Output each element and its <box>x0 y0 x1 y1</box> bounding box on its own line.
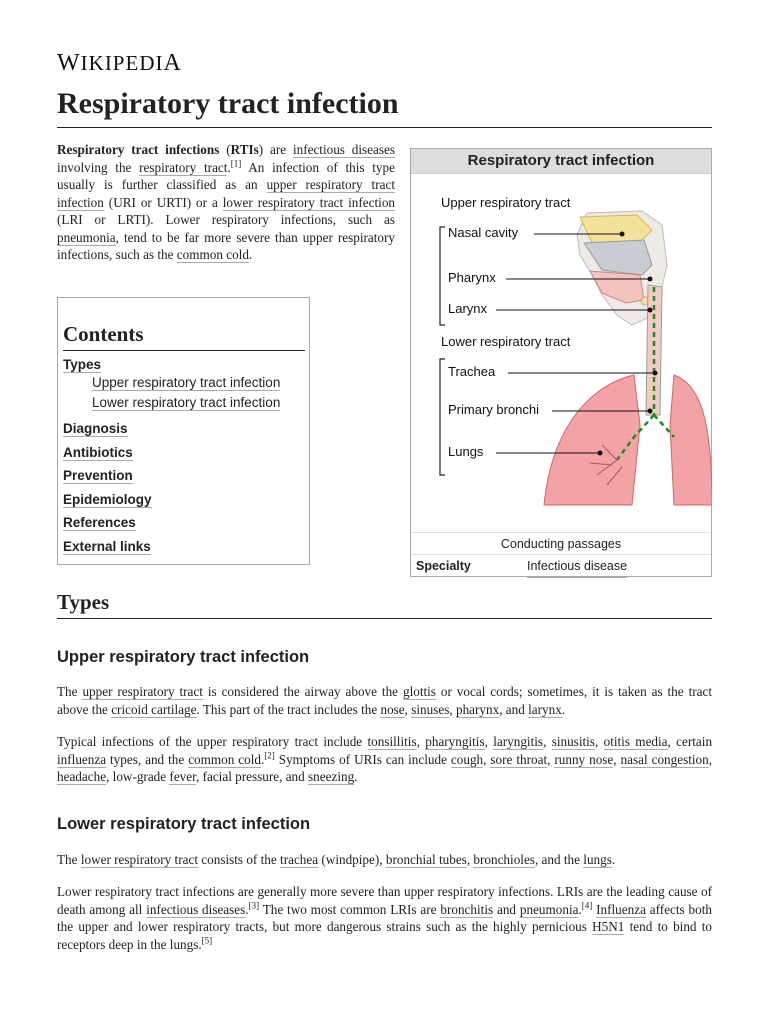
inline-link[interactable]: tonsillitis <box>367 734 417 749</box>
inline-link[interactable]: sinuses <box>411 701 450 717</box>
toc-list <box>63 355 308 561</box>
inline-link[interactable]: influenza <box>57 751 107 767</box>
inline-link[interactable]: infectious diseases <box>146 901 246 917</box>
citation-link[interactable]: [4] <box>581 900 593 911</box>
inline-link[interactable]: cricoid cartilage <box>111 701 197 717</box>
inline-link[interactable]: trachea <box>280 852 319 867</box>
specialty-label: Specialty <box>416 559 471 573</box>
inline-link[interactable]: sneezing <box>308 769 355 784</box>
upper-paragraph-2: Typical infections of the upper respiratory tract include tonsillitis, pharyngitis, laryngitis, sinusitis, otitis media, certain influenza types, and the common cold.[2] Symptoms of URIs can include cough, sore throat, runny nose, nasal congestion, headache, low-grade fever, facial pressure, and sneezing. <box>57 734 713 784</box>
toc-item-prevention[interactable]: Prevention <box>63 468 133 484</box>
toc-item-types[interactable]: Types <box>63 357 102 372</box>
toc-item-epidemiology[interactable]: Epidemiology <box>63 491 152 507</box>
inline-link[interactable]: upper respiratory tract infection <box>57 177 395 210</box>
inline-link[interactable]: lower respiratory tract infection <box>222 194 396 210</box>
inline-link[interactable]: lungs <box>583 852 612 867</box>
inline-link[interactable]: cough <box>450 751 484 767</box>
inline-link[interactable]: infectious diseases <box>292 142 395 157</box>
diagram-label-upper: Upper respiratory tract <box>441 195 571 210</box>
inline-link[interactable]: upper respiratory tract <box>82 684 203 699</box>
lower-paragraph-1: The lower respiratory tract consists of the trachea (windpipe), bronchial tubes, bronchioles, and the lungs. <box>57 852 616 867</box>
infobox-title: Respiratory tract infection <box>411 149 711 174</box>
inline-link[interactable]: sore throat <box>490 751 548 767</box>
table-of-contents <box>57 297 310 565</box>
specialty-link[interactable]: Infectious disease <box>527 555 627 578</box>
diagram-label-trachea: Trachea <box>448 364 496 379</box>
toc-item-antibiotics[interactable]: Antibiotics <box>63 444 133 460</box>
toc-item-external-links[interactable]: External links <box>63 538 151 554</box>
inline-link[interactable]: common cold <box>176 247 249 262</box>
wikipedia-wordmark[interactable]: WIKIPEDIA <box>57 50 182 76</box>
toc-item-references[interactable]: References <box>63 515 136 531</box>
citation-link[interactable]: [5] <box>201 935 213 946</box>
inline-link[interactable]: respiratory tract <box>139 159 228 175</box>
inline-link[interactable]: bronchial tubes <box>385 852 467 867</box>
inline-link[interactable]: pharyngitis <box>425 734 485 749</box>
citation-link[interactable]: [1] <box>230 158 242 169</box>
bold-term: Respiratory tract infections <box>57 142 220 157</box>
inline-link[interactable]: runny nose <box>554 751 614 767</box>
toc-item-upper-respiratory-tract-infection[interactable]: Upper respiratory tract infection <box>92 375 281 390</box>
inline-link[interactable]: sinusitis <box>551 734 595 749</box>
toc-heading: Contents <box>63 320 305 351</box>
inline-link[interactable]: lower respiratory tract <box>80 852 198 867</box>
bold-term: RTIs <box>230 142 259 157</box>
inline-link[interactable]: Influenza <box>596 901 646 917</box>
section-heading-upper: Upper respiratory tract infection <box>57 648 310 666</box>
infobox <box>410 148 712 577</box>
section-heading-lower: Lower respiratory tract infection <box>57 815 311 833</box>
inline-link[interactable]: nasal congestion <box>620 751 709 767</box>
citation-link[interactable]: [2] <box>264 750 275 761</box>
infobox-caption: Conducting passages <box>411 532 711 551</box>
inline-link[interactable]: laryngitis <box>493 734 544 749</box>
infobox-row-specialty <box>411 554 711 577</box>
inline-link[interactable]: pneumonia <box>519 901 579 917</box>
toc-item-lower-respiratory-tract-infection[interactable]: Lower respiratory tract infection <box>92 395 281 410</box>
inline-link[interactable]: nose <box>380 701 405 717</box>
inline-link[interactable]: pharynx <box>455 701 500 717</box>
inline-link[interactable]: H5N1 <box>592 919 625 934</box>
lower-paragraph-2: Lower respiratory tract infections are generally more severe than upper respiratory infections. LRIs are the leading cause of death among all infectious diseases.[3] The two most common LRIs are bronchitis and pneumonia.[4] Influenza affects both the upper and lower respiratory tracts, but more dangerous strains such as the highly pernicious H5N1 tend to bind to receptors deep in the lungs.[5] <box>57 884 712 952</box>
inline-link[interactable]: headache <box>57 769 107 784</box>
diagram-label-primary-bronchi: Primary bronchi <box>448 402 540 417</box>
diagram-label-larynx: Larynx <box>448 301 488 316</box>
inline-link[interactable]: pneumonia <box>57 229 116 245</box>
section-heading-types: Types <box>57 588 712 619</box>
toc-item-diagnosis[interactable]: Diagnosis <box>63 421 128 436</box>
citation-link[interactable]: [3] <box>248 900 260 911</box>
respiratory-tract-diagram[interactable] <box>412 175 712 529</box>
inline-link[interactable]: otitis media <box>603 734 668 749</box>
inline-link[interactable]: fever <box>169 769 196 784</box>
inline-link[interactable]: bronchioles <box>473 852 535 867</box>
diagram-label-pharynx: Pharynx <box>448 270 496 285</box>
inline-link[interactable]: common cold <box>188 751 261 767</box>
inline-link[interactable]: larynx <box>528 701 562 717</box>
lead-paragraph: Respiratory tract infections (RTIs) are infectious diseases involving the respiratory tract.[1] An infection of this type usually is further classified as an upper respiratory tract infection (URI or URTI) or a lower respiratory tract infection (LRI or LRTI). Lower respiratory infections, such as pneumonia, tend to be far more severe than upper respiratory infections, such as the common cold. <box>57 142 396 262</box>
upper-paragraph-1: The upper respiratory tract is considered the airway above the glottis or vocal cords; sometimes, it is taken as the tract above the cricoid cartilage. This part of the tract includes the nose, sinuses, pharynx, and larynx. <box>57 684 712 717</box>
diagram-label-lower: Lower respiratory tract <box>441 334 571 349</box>
inline-link[interactable]: bronchitis <box>440 901 494 917</box>
inline-link[interactable]: glottis <box>402 684 436 699</box>
diagram-label-nasal-cavity: Nasal cavity <box>448 225 519 240</box>
diagram-label-lungs: Lungs <box>448 444 484 459</box>
page-title: Respiratory tract infection <box>57 84 712 128</box>
